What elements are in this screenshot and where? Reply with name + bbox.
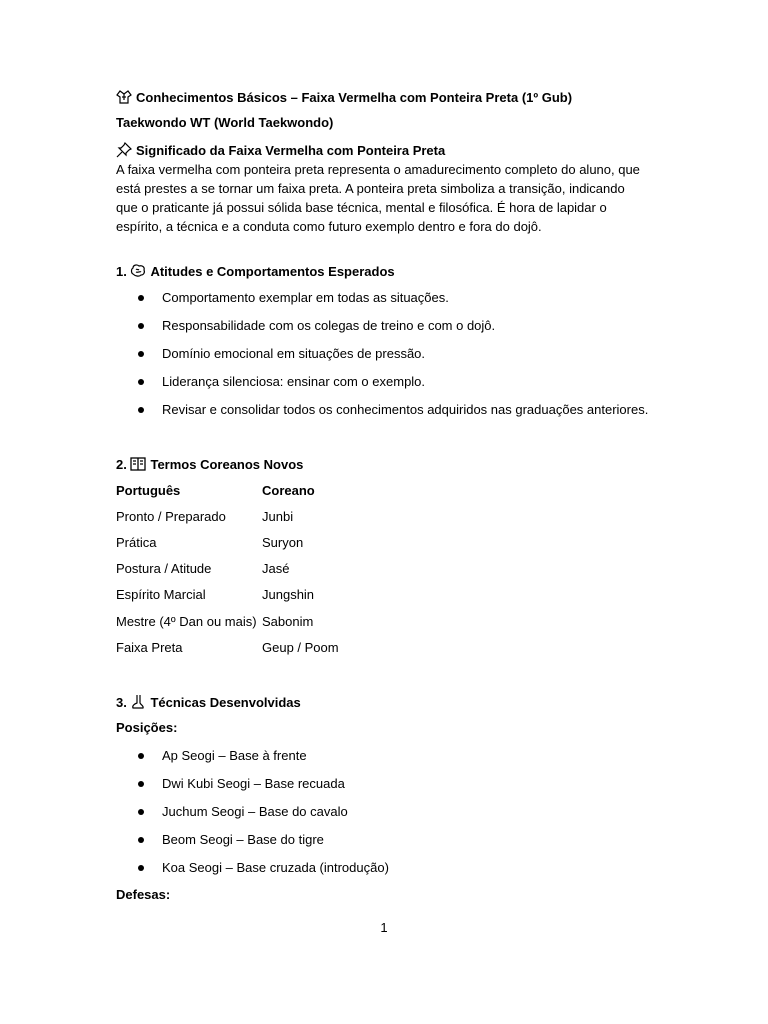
section2-heading: Termos Coreanos Novos bbox=[150, 457, 304, 472]
document-title-line bbox=[116, 89, 572, 105]
paragraph-line: A faixa vermelha com ponteira preta representa o amadurecimento completo do aluno, que bbox=[116, 162, 640, 177]
section2-number: 2. bbox=[116, 457, 127, 472]
bullet-dot bbox=[138, 809, 144, 815]
list-item-text: Comportamento exemplar em todas as situações. bbox=[162, 290, 449, 305]
paragraph-line: está prestes a se tornar um faixa preta. A ponteira preta simboliza a transição, indicando bbox=[116, 181, 625, 196]
section2-heading-line bbox=[116, 456, 303, 472]
page-number: 1 bbox=[380, 920, 388, 935]
table-cell: Postura / Atitude bbox=[116, 561, 212, 576]
bullet-dot bbox=[138, 351, 144, 357]
column-header-korean: Coreano bbox=[262, 483, 315, 498]
table-cell: Espírito Marcial bbox=[116, 587, 206, 602]
list-item-text: Domínio emocional em situações de pressão. bbox=[162, 346, 426, 361]
bullet-dot bbox=[138, 781, 144, 787]
list-item-text: Revisar e consolidar todos os conhecimentos adquiridos nas graduações anteriores. bbox=[162, 402, 649, 417]
bullet-dot bbox=[138, 323, 144, 329]
paragraph-line: que o praticante já possui sólida base técnica, mental e filosófica. É hora de lapidar o bbox=[116, 200, 607, 215]
defenses-label: Defesas: bbox=[116, 887, 171, 902]
list-item-text: Juchum Seogi – Base do cavalo bbox=[162, 804, 348, 819]
document-title: Conhecimentos Básicos – Faixa Vermelha com Ponteira Preta (1º Gub) bbox=[136, 90, 573, 105]
positions-label: Posições: bbox=[116, 720, 178, 735]
table-cell: Sabonim bbox=[262, 614, 314, 629]
table-cell: Suryon bbox=[262, 535, 304, 550]
martial-arts-uniform-icon bbox=[116, 89, 132, 105]
section1-heading: Atitudes e Comportamentos Esperados bbox=[150, 264, 395, 279]
pushpin-icon bbox=[116, 142, 132, 158]
brain-icon bbox=[130, 263, 146, 279]
table-cell: Faixa Preta bbox=[116, 640, 183, 655]
bullet-dot bbox=[138, 753, 144, 759]
list-item-text: Ap Seogi – Base à frente bbox=[162, 748, 307, 763]
table-cell: Junbi bbox=[262, 509, 294, 524]
meaning-heading: Significado da Faixa Vermelha com Ponteira Preta bbox=[136, 143, 446, 158]
section3-heading-line bbox=[116, 694, 301, 710]
section1-heading-line bbox=[116, 263, 395, 279]
table-cell: Prática bbox=[116, 535, 157, 550]
list-item-text: Responsabilidade com os colegas de treino e com o dojô. bbox=[162, 318, 496, 333]
table-cell: Pronto / Preparado bbox=[116, 509, 226, 524]
bullet-dot bbox=[138, 865, 144, 871]
section1-number: 1. bbox=[116, 264, 127, 279]
column-header-portuguese: Português bbox=[116, 483, 181, 498]
section3-number: 3. bbox=[116, 695, 127, 710]
bullet-dot bbox=[138, 407, 144, 413]
list-item-text: Beom Seogi – Base do tigre bbox=[162, 832, 324, 847]
list-item-text: Koa Seogi – Base cruzada (introdução) bbox=[162, 860, 389, 875]
open-book-icon bbox=[130, 456, 146, 472]
table-cell: Jasé bbox=[262, 561, 290, 576]
list-item-text: Dwi Kubi Seogi – Base recuada bbox=[162, 776, 345, 791]
paragraph-line: espírito, a técnica e a conduta como futuro exemplo dentro e fora do dojô. bbox=[116, 219, 542, 234]
document-subtitle: Taekwondo WT (World Taekwondo) bbox=[116, 115, 334, 130]
table-cell: Jungshin bbox=[262, 587, 315, 602]
table-cell: Mestre (4º Dan ou mais) bbox=[116, 614, 257, 629]
list-item-text: Liderança silenciosa: ensinar com o exemplo. bbox=[162, 374, 426, 389]
meaning-heading-line bbox=[116, 142, 445, 158]
foot-icon bbox=[130, 694, 146, 710]
bullet-dot bbox=[138, 295, 144, 301]
section3-heading: Técnicas Desenvolvidas bbox=[150, 695, 301, 710]
table-cell: Geup / Poom bbox=[262, 640, 339, 655]
bullet-dot bbox=[138, 379, 144, 385]
meaning-paragraph bbox=[116, 160, 656, 236]
bullet-dot bbox=[138, 837, 144, 843]
